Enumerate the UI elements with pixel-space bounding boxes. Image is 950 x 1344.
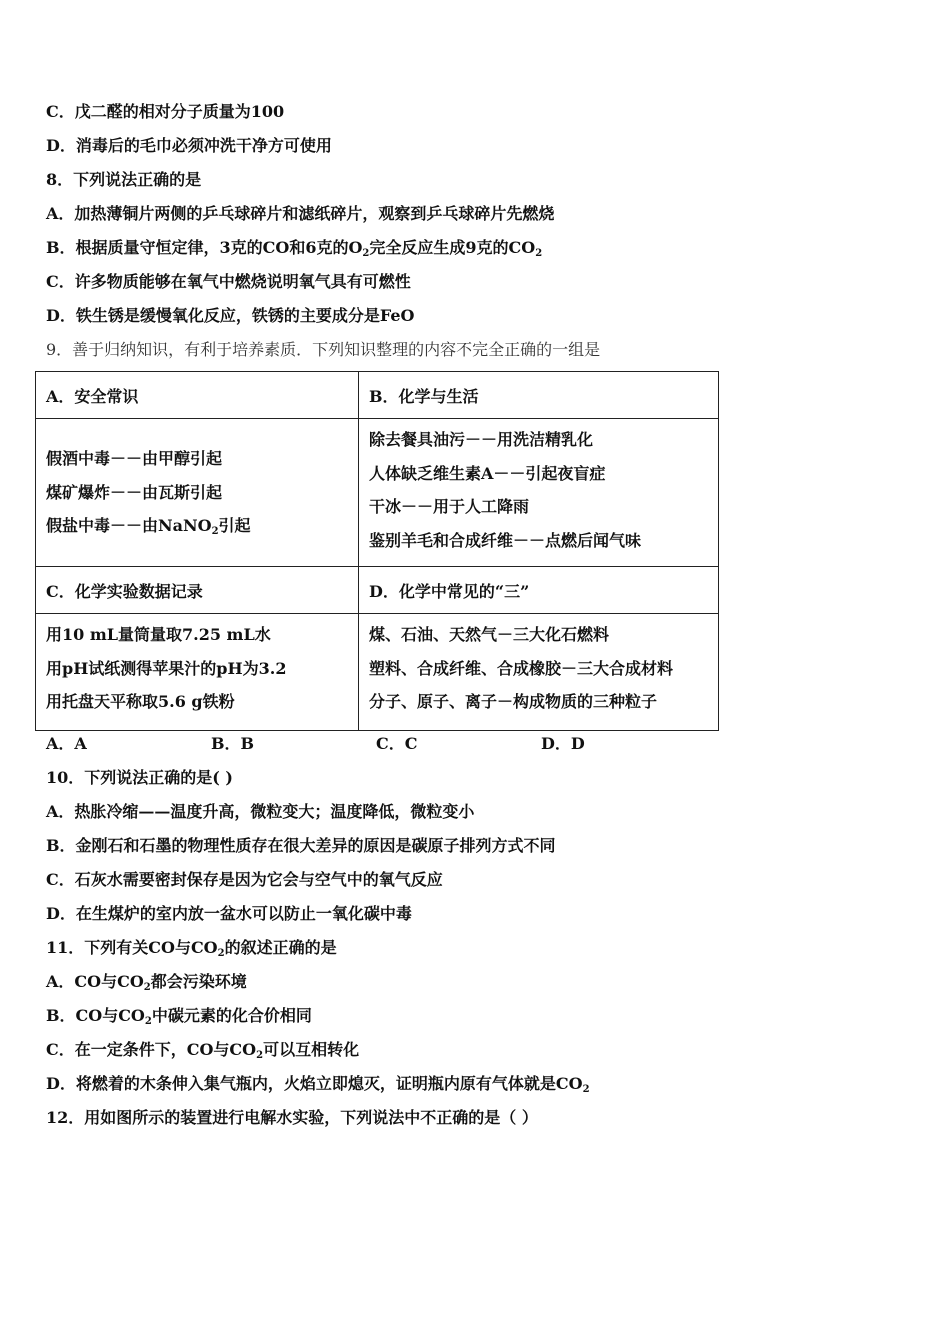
- q11-option-c: [46, 1038, 359, 1062]
- q11-option-b-text1: B．CO与CO: [46, 1006, 145, 1025]
- table-b-item: 除去餐具油污－－用洗洁精乳化: [369, 430, 594, 449]
- table-cell-b-body: [359, 419, 719, 567]
- q8-option-b-text1: B．根据质量守恒定律，3克的CO和6克的O: [46, 238, 363, 257]
- table-c-item: 用托盘天平称取5.6 g铁粉: [46, 692, 235, 711]
- table-cell-c-head: C．化学实验数据记录: [36, 567, 359, 614]
- table-a-item3-post: 引起: [218, 516, 251, 536]
- q11-option-d-sub: 2: [582, 1084, 590, 1095]
- table-d-item: 塑料、合成纤维、合成橡胶－三大合成材料: [369, 658, 674, 678]
- q10-option-b: B．金刚石和石墨的物理性质存在很大差异的原因是碳原子排列方式不同: [46, 836, 556, 855]
- table-a-item: 假酒中毒－－由甲醇引起: [46, 449, 223, 469]
- table-a-item3-sub: 2: [211, 526, 219, 538]
- table-b-item: 干冰－－用于人工降雨: [369, 497, 530, 516]
- table-a-item: [46, 509, 348, 543]
- table-a-item: 煤矿爆炸－－由瓦斯引起: [46, 482, 223, 502]
- q8-option-c: C．许多物质能够在氧气中燃烧说明氧气具有可燃性: [46, 272, 411, 291]
- table-cell-b-head: B．化学与生活: [359, 372, 719, 419]
- q11-option-c-sub: 2: [256, 1050, 264, 1061]
- q11-option-a-sub: 2: [143, 982, 151, 993]
- q11-stem-sub: 2: [217, 948, 225, 959]
- table-cell-a-body: [36, 419, 359, 567]
- q9-option-d: D．D: [541, 734, 585, 753]
- q11-option-c-text1: C．在一定条件下，CO与CO: [46, 1040, 257, 1059]
- q10-option-d: D．在生煤炉的室内放一盆水可以防止一氧化碳中毒: [46, 904, 412, 923]
- q9-stem: 9．善于归纳知识，有利于培养素质．下列知识整理的内容不完全正确的一组是: [46, 340, 601, 359]
- table-b-item: 鉴别羊毛和合成纤维－－点燃后闻气味: [369, 530, 642, 550]
- table-cell-d-head: D．化学中常见的“三”: [359, 567, 719, 614]
- q8-option-b: [46, 236, 542, 260]
- table-d-item: 煤、石油、天然气－三大化石燃料: [369, 625, 610, 644]
- q12-stem: 12．用如图所示的装置进行电解水实验，下列说法中不正确的是（ ）: [46, 1108, 538, 1127]
- table-cell-d-body: [359, 614, 719, 731]
- q11-stem: [46, 936, 337, 960]
- q8-option-d: D．铁生锈是缓慢氧化反应，铁锈的主要成分是FeO: [46, 306, 415, 325]
- q9-option-c: C．C: [376, 734, 418, 753]
- table-b-item: 人体缺乏维生素A－－引起夜盲症: [369, 463, 606, 483]
- table-c-item: 用10 mL量筒量取7.25 mL水: [46, 625, 271, 644]
- table-d-item: 分子、原子、离子－构成物质的三种粒子: [369, 692, 658, 711]
- q10-option-a: A．热胀冷缩——温度升高，微粒变大；温度降低，微粒变小: [46, 802, 475, 821]
- q8-option-a: A．加热薄铜片两侧的乒乓球碎片和滤纸碎片，观察到乒乓球碎片先燃烧: [46, 204, 555, 223]
- q9-option-b: B．B: [211, 734, 255, 753]
- q11-option-a-text2: 都会污染环境: [150, 972, 247, 991]
- q8-option-b-sub1: 2: [362, 248, 370, 259]
- q11-stem-text1: 11．下列有关CO与CO: [46, 938, 218, 957]
- q8-option-b-sub2: 2: [535, 248, 543, 259]
- q11-option-b-text2: 中碳元素的化合价相同: [151, 1006, 312, 1025]
- q10-option-c: C．石灰水需要密封保存是因为它会与空气中的氧气反应: [46, 870, 443, 889]
- table-c-item: 用pH试纸测得苹果汁的pH为3.2: [46, 658, 287, 678]
- q10-stem: 10．下列说法正确的是( ): [46, 768, 233, 787]
- q9-table: [35, 371, 719, 731]
- table-cell-a-head: A．安全常识: [36, 372, 359, 419]
- table-a-item3-text: 假盐中毒－－由NaNO: [46, 516, 212, 536]
- q9-options: [46, 732, 706, 756]
- q7-option-c: C．戊二醛的相对分子质量为100: [46, 102, 285, 121]
- q11-stem-text2: 的叙述正确的是: [224, 938, 337, 957]
- q11-option-b-sub: 2: [144, 1016, 152, 1027]
- table-cell-c-body: [36, 614, 359, 731]
- q11-option-c-text2: 可以互相转化: [263, 1040, 360, 1059]
- q9-option-a: A．A: [46, 734, 87, 753]
- q11-option-d: [46, 1072, 590, 1096]
- q11-option-b: [46, 1004, 312, 1028]
- q11-option-a: [46, 970, 247, 994]
- q8-option-b-text2: 完全反应生成9克的CO: [369, 238, 536, 257]
- q8-stem: 8．下列说法正确的是: [46, 170, 202, 189]
- q11-option-a-text1: A．CO与CO: [46, 972, 144, 991]
- q11-option-d-text1: D．将燃着的木条伸入集气瓶内，火焰立即熄灭，证明瓶内原有气体就是CO: [46, 1074, 583, 1093]
- q7-option-d: D．消毒后的毛巾必须冲洗干净方可使用: [46, 136, 332, 155]
